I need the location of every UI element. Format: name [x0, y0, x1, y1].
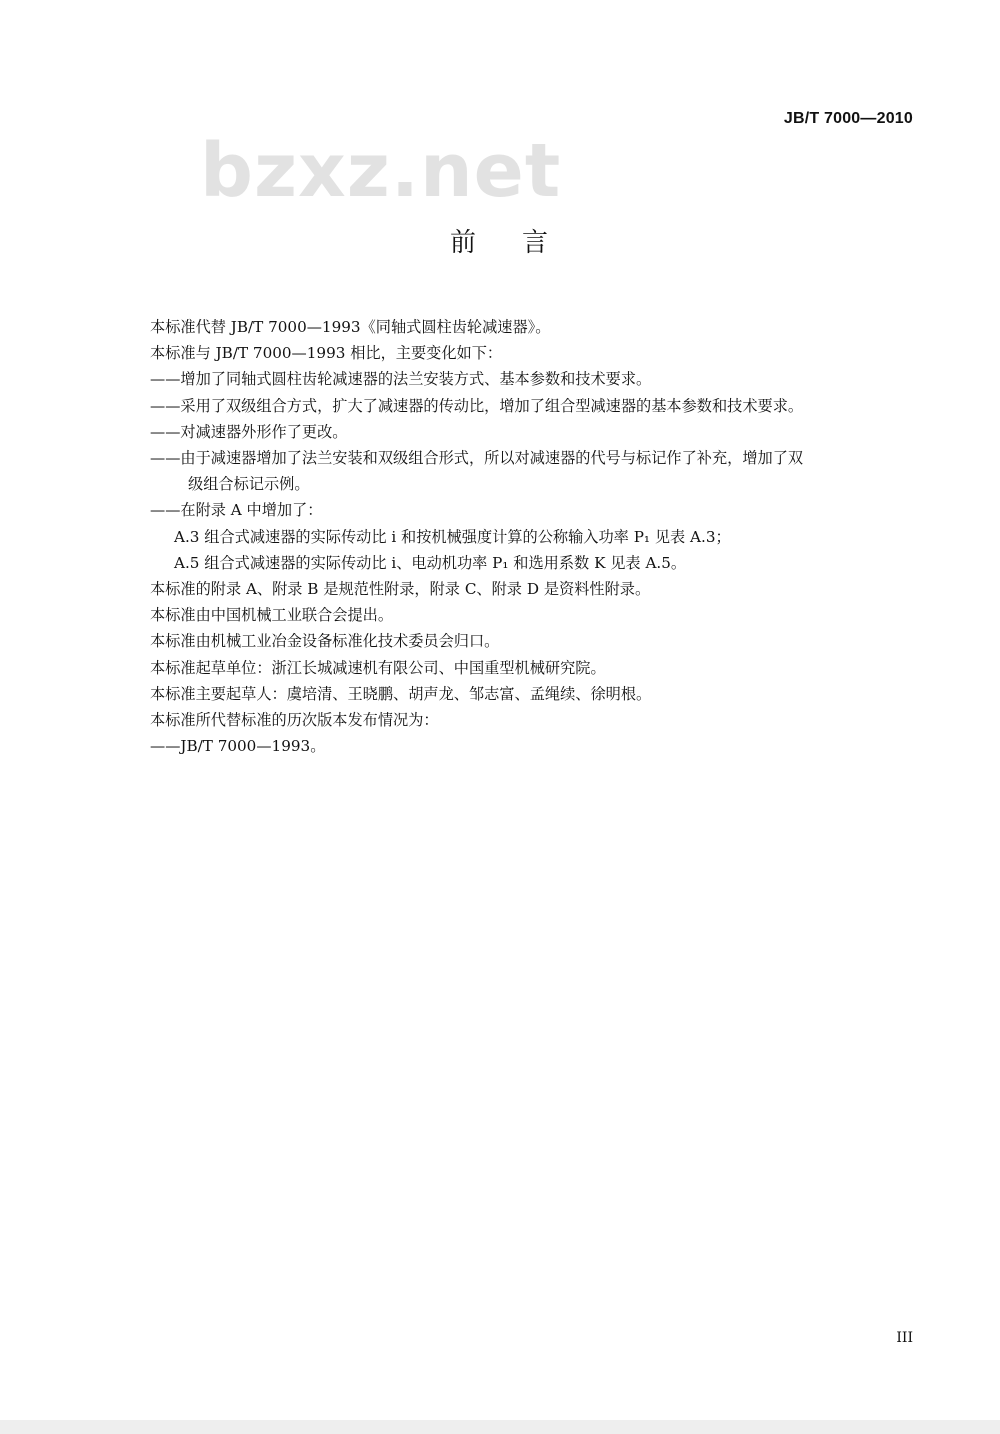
text-line: ——采用了双级组合方式，扩大了减速器的传动比，增加了组合型减速器的基本参数和技术要求。	[150, 396, 804, 415]
text-line: ——JB/T 7000—1993。	[150, 737, 326, 756]
text-line: 本标准所代替标准的历次版本发布情况为：	[150, 711, 439, 730]
preface-body	[150, 314, 920, 759]
text-line: 本标准与 JB/T 7000—1993 相比，主要变化如下：	[150, 344, 503, 363]
text-line: ——增加了同轴式圆柱齿轮减速器的法兰安装方式、基本参数和技术要求。	[150, 370, 652, 389]
title-char-2: 言	[522, 228, 551, 258]
standard-number: JB/T 7000—2010	[783, 110, 913, 127]
text-line: 本标准由机械工业冶金设备标准化技术委员会归口。	[150, 632, 500, 651]
watermark: bzxz.net	[200, 128, 562, 214]
text-line: ——对减速器外形作了更改。	[150, 422, 348, 441]
text-line: 本标准由中国机械工业联合会提出。	[150, 606, 393, 625]
bottom-scroll-band	[0, 1420, 1000, 1434]
page-title	[0, 222, 1000, 259]
text-line: ——由于减速器增加了法兰安装和双级组合形式，所以对减速器的代号与标记作了补充，增加了双	[150, 449, 804, 468]
text-line: 本标准的附录 A、附录 B 是规范性附录，附录 C、附录 D 是资料性附录。	[150, 580, 651, 599]
text-line: 本标准主要起草人：虞培清、王晓鹏、胡声龙、邹志富、孟绳续、徐明根。	[150, 684, 652, 703]
title-char-1: 前	[449, 228, 478, 258]
text-line: 本标准代替 JB/T 7000—1993《同轴式圆柱齿轮减速器》。	[150, 318, 551, 336]
text-line: ——在附录 A 中增加了：	[150, 501, 323, 520]
text-line: 级组合标记示例。	[188, 475, 310, 494]
text-line: 本标准起草单位：浙江长城减速机有限公司、中国重型机械研究院。	[150, 658, 606, 677]
page-number: III	[896, 1330, 913, 1346]
text-line: A.3 组合式减速器的实际传动比 i 和按机械强度计算的公称输入功率 P₁ 见表 A.3；	[174, 527, 731, 546]
text-line: A.5 组合式减速器的实际传动比 i、电动机功率 P₁ 和选用系数 K 见表 A.5。	[174, 553, 687, 572]
